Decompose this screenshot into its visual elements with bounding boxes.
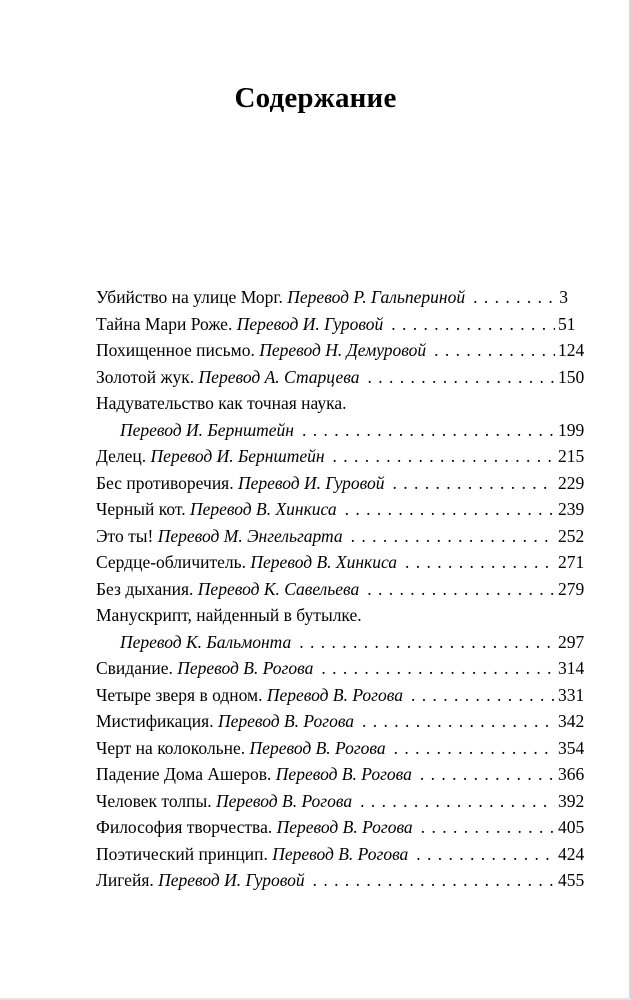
entry-title: Убийство на улице Морг. [96,287,283,307]
dot-leader [367,364,555,391]
entry-translator: Перевод К. Савельева [197,578,360,599]
entry-page: 271 [558,552,585,572]
toc-entry [96,867,585,894]
entry-translator: Перевод В. Рогова [272,843,409,864]
entry-page: 331 [558,684,585,705]
entry-translator: Перевод В. Рогова [275,764,412,784]
entry-page: 279 [558,578,585,599]
entry-title: Манускрипт, найденный в бутылке. [96,605,362,625]
toc-entry [96,390,585,443]
entry-translator: Перевод В. Рогова [276,817,413,837]
entry-title: Мистификация. [96,711,214,731]
toc-entry [96,364,585,391]
entry-page: 3 [559,287,568,307]
toc-entry [96,814,585,841]
dot-leader [313,867,555,894]
entry-translator: Перевод Н. Демуровой [259,340,427,360]
entry-translator: Перевод М. Энгельгарта [157,525,343,546]
dot-leader [302,417,555,444]
toc-entry [96,655,585,682]
dot-leader [391,311,555,338]
dot-leader [434,337,555,364]
dot-leader [421,814,555,841]
entry-translator: Перевод В. Рогова [249,737,386,758]
dot-leader [394,735,555,762]
toc-entry [96,682,585,709]
page-title: Содержание [234,82,397,114]
entry-page: 424 [558,843,585,864]
dot-leader [405,549,555,576]
toc-entry [96,735,585,762]
entry-page: 342 [558,711,585,731]
entry-page: 392 [558,790,585,811]
entry-title: Лигейя. [96,870,154,890]
toc-entry [96,549,585,576]
dot-leader [351,523,555,550]
entry-title: Падение Дома Ашеров. [96,764,272,784]
toc-entry [96,708,585,735]
entry-translator: Перевод К. Бальмонта [120,631,292,652]
entry-page: 354 [558,737,585,758]
toc-entry [96,523,585,550]
toc-entry [96,602,585,655]
dot-leader [333,443,555,470]
entry-translator: Перевод В. Хинкиса [189,499,337,519]
entry-title: Надувательство как точная наука. [96,393,347,413]
dot-leader [362,708,555,735]
entry-page: 405 [558,817,585,837]
toc-entry [96,311,576,338]
entry-title: Бес противоречия. [96,472,234,493]
dot-leader [416,841,555,868]
entry-translator: Перевод Р. Гальпериной [287,287,466,307]
entry-title: Черный кот. [96,499,186,519]
dot-leader [367,576,555,603]
entry-translator: Перевод В. Рогова [266,684,403,705]
entry-page: 51 [558,313,576,334]
entry-translator: Перевод В. Рогова [217,711,355,731]
entry-title: Делец. [96,446,147,466]
entry-page: 239 [558,499,585,519]
entry-title: Философия творчества. [96,817,273,837]
toc-entry [96,841,585,868]
dot-leader [360,788,555,815]
entry-page: 150 [558,366,585,387]
toc-entry [96,337,585,364]
entry-title: Человек толпы. [96,790,212,811]
entry-translator: Перевод В. Хинкиса [250,552,398,572]
toc-entry [96,284,568,311]
entry-title: Без дыхания. [96,578,194,599]
entry-page: 199 [558,419,585,440]
dot-leader [411,682,555,709]
dot-leader [321,655,555,682]
toc-entry [96,496,585,523]
dot-leader [299,629,555,656]
entry-translator: Перевод А. Старцева [198,366,360,387]
entry-translator: Перевод И. Гуровой [158,870,305,890]
entry-page: 366 [558,764,585,784]
toc-entry [96,470,585,497]
toc-entry [96,788,585,815]
dot-leader [420,761,555,788]
entry-page: 124 [558,340,585,360]
entry-title: Это ты! [96,525,154,546]
entry-title: Тайна Мари Роже. [96,313,233,334]
entry-page: 252 [558,525,585,546]
dot-leader [393,470,555,497]
entry-page: 455 [558,870,585,890]
entry-page: 314 [558,658,585,678]
entry-title: Черт на колокольне. [96,737,246,758]
entry-title: Свидание. [96,658,173,678]
table-of-contents [96,284,585,894]
entry-page: 215 [558,446,585,466]
entry-translator: Перевод И. Бернштейн [120,419,294,440]
dot-leader [473,284,555,311]
entry-page: 229 [558,472,585,493]
toc-entry [96,576,585,603]
entry-title: Четыре зверя в одном. [96,684,263,705]
entry-title: Золотой жук. [96,366,195,387]
toc-entry [96,761,585,788]
entry-translator: Перевод И. Бернштейн [150,446,325,466]
entry-title: Похищенное письмо. [96,340,255,360]
entry-translator: Перевод В. Рогова [177,658,314,678]
entry-page: 297 [558,631,585,652]
entry-translator: Перевод В. Рогова [215,790,353,811]
entry-title: Поэтический принцип. [96,843,268,864]
entry-translator: Перевод И. Гуровой [237,472,385,493]
entry-title: Сердце-обличитель. [96,552,247,572]
toc-entry [96,443,585,470]
entry-translator: Перевод И. Гуровой [236,313,384,334]
dot-leader [345,496,555,523]
